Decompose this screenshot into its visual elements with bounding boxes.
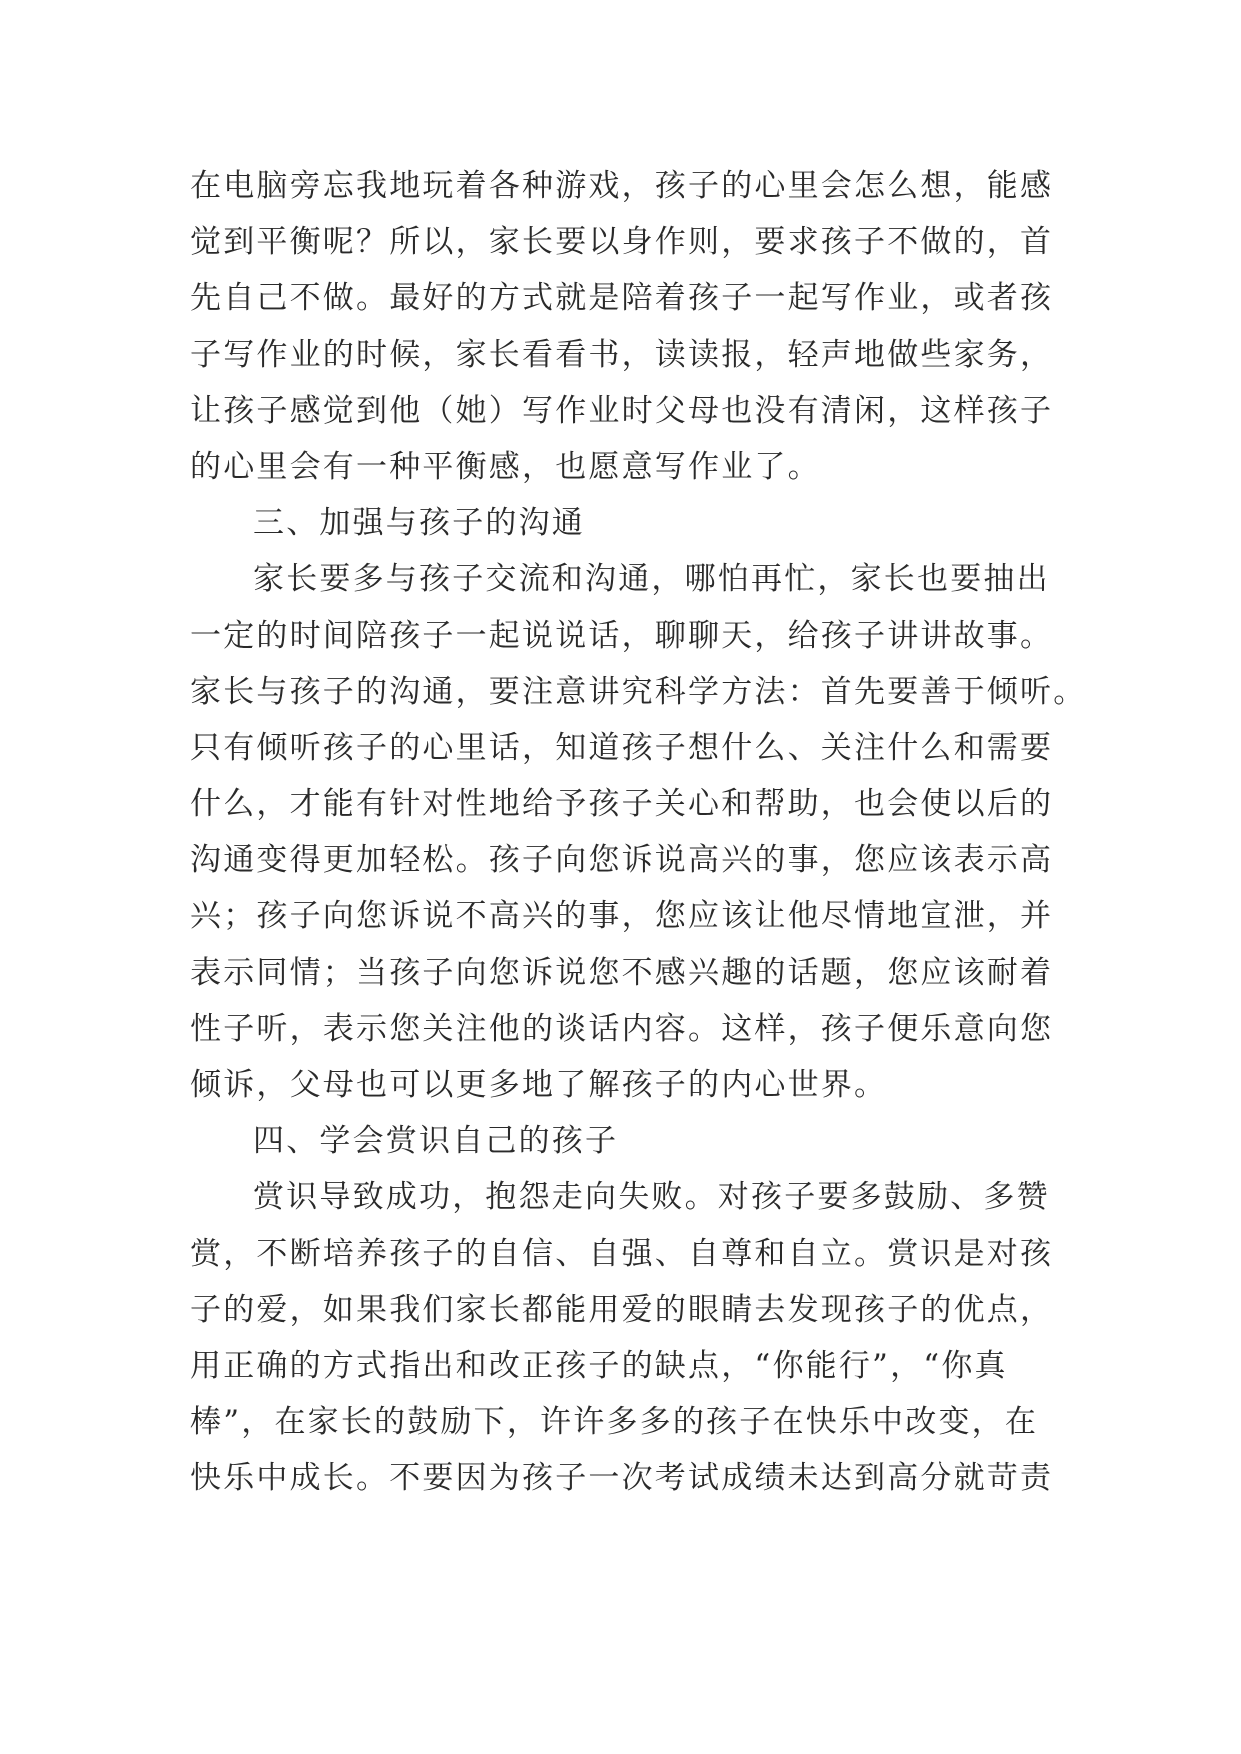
text-line: 什么，才能有针对性地给予孩子关心和帮助，也会使以后的 [190, 786, 1054, 823]
text-line: 子写作业的时候，家长看看书，读读报，轻声地做些家务， [190, 336, 1054, 373]
text-line: 先自己不做。最好的方式就是陪着孩子一起写作业，或者孩 [190, 280, 1054, 317]
text-line: 赏，不断培养孩子的自信、自强、自尊和自立。赏识是对孩 [190, 1235, 1054, 1272]
text-line: 家长与孩子的沟通，要注意讲究科学方法：首先要善于倾听。 [190, 673, 1087, 710]
paragraph-first-line: 赏识导致成功，抱怨走向失败。对孩子要多鼓励、多赞 [253, 1179, 1050, 1216]
text-line: 倾诉，父母也可以更多地了解孩子的内心世界。 [190, 1067, 888, 1103]
text-line: 让孩子感觉到他（她）写作业时父母也没有清闲，这样孩子 [190, 392, 1054, 429]
text-line: 觉到平衡呢？所以，家长要以身作则，要求孩子不做的，首 [190, 224, 1054, 261]
section-heading: 三、加强与孩子的沟通 [253, 505, 585, 542]
text-line: 兴；孩子向您诉说不高兴的事，您应该让他尽情地宣泄，并 [190, 898, 1054, 935]
section-heading: 四、学会赏识自己的孩子 [253, 1123, 619, 1160]
text-line: 性子听，表示您关注他的谈话内容。这样，孩子便乐意向您 [190, 1010, 1054, 1047]
text-line: 棒”，在家长的鼓励下，许许多多的孩子在快乐中改变，在 [190, 1404, 1039, 1441]
text-line: 快乐中成长。不要因为孩子一次考试成绩未达到高分就苛责 [190, 1460, 1054, 1497]
text-line: 只有倾听孩子的心里话，知道孩子想什么、关注什么和需要 [190, 729, 1054, 766]
text-line: 一定的时间陪孩子一起说说话，聊聊天，给孩子讲讲故事。 [190, 617, 1054, 654]
text-line: 沟通变得更加轻松。孩子向您诉说高兴的事，您应该表示高 [190, 842, 1054, 879]
text-line: 的心里会有一种平衡感，也愿意写作业了。 [190, 448, 821, 485]
paragraph-first-line: 家长要多与孩子交流和沟通，哪怕再忙，家长也要抽出 [253, 561, 1050, 598]
text-line: 用正确的方式指出和改正孩子的缺点，“你能行”，“你真 [190, 1347, 1008, 1384]
text-line: 在电脑旁忘我地玩着各种游戏，孩子的心里会怎么想，能感 [190, 168, 1054, 204]
text-line: 子的爱，如果我们家长都能用爱的眼睛去发现孩子的优点， [190, 1291, 1054, 1328]
document-body [190, 158, 1087, 1507]
text-line: 表示同情；当孩子向您诉说您不感兴趣的话题，您应该耐着 [190, 954, 1054, 991]
